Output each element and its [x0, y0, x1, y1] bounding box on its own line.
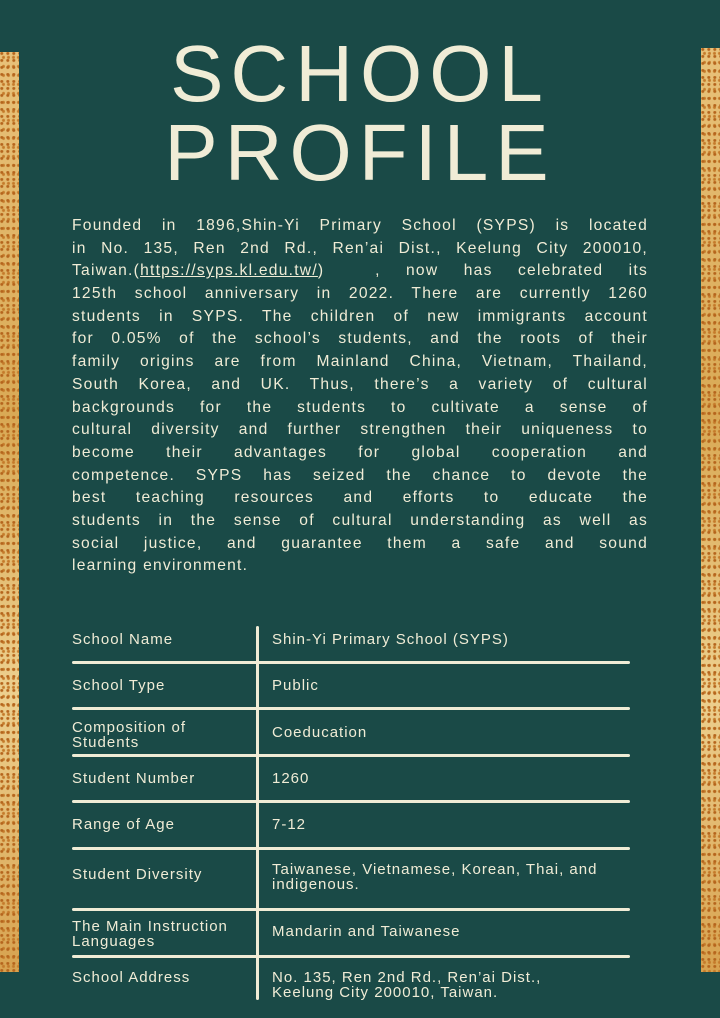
row-label: Student Diversity — [72, 866, 203, 883]
title-line-1: SCHOOL — [170, 29, 550, 118]
row-label: Range of Age — [72, 816, 175, 833]
row-value: Shin-Yi Primary School (SYPS) — [272, 631, 509, 648]
row-value: Public — [272, 677, 319, 694]
row-value: 1260 — [272, 770, 310, 787]
intro-line: 125th school anniversary in 2022. There are currently 1260 — [72, 285, 648, 303]
table-row-divider — [72, 908, 630, 911]
intro-text: ) , now has celebrated its — [317, 262, 648, 280]
intro-line: social justice, and guarantee them a safe and sound — [72, 534, 648, 552]
table-row-divider — [72, 754, 630, 757]
table-row-divider — [72, 661, 630, 664]
intro-line — [72, 260, 648, 283]
title-line-2: PROFILE — [164, 108, 556, 197]
intro-line: for 0.05% of the school’s students, and the roots of their — [72, 330, 648, 348]
row-label: The Main Instruction Languages — [72, 918, 228, 950]
intro-line: family origins are from Mainland China, Vietnam, Thailand, — [72, 353, 648, 371]
intro-line: best teaching resources and efforts to educate the — [72, 489, 648, 507]
intro-line: in No. 135, Ren 2nd Rd., Ren’ai Dist., Keelung City 200010, — [72, 239, 648, 257]
school-website-link[interactable]: https://syps.kl.edu.tw/ — [140, 262, 318, 280]
intro-line: backgrounds for the students to cultivate a sense of — [72, 398, 648, 416]
table-row-divider — [72, 955, 630, 958]
intro-line: Founded in 1896,Shin-Yi Primary School (SYPS) is located — [72, 217, 648, 234]
row-label: Student Number — [72, 770, 196, 787]
table-row-divider — [72, 847, 630, 850]
intro-paragraph — [72, 215, 648, 578]
intro-line: students in SYPS. The children of new immigrants account — [72, 307, 648, 325]
row-label: School Type — [72, 677, 166, 694]
intro-line: South Korea, and UK. Thus, there’s a variety of cultural — [72, 375, 648, 393]
row-value: Mandarin and Taiwanese — [272, 923, 461, 940]
row-value: Taiwanese, Vietnamese, Korean, Thai, and indigenous. — [272, 861, 598, 893]
row-label: Composition of Students — [72, 719, 187, 751]
row-value: Coeducation — [272, 724, 368, 741]
table-row-divider — [72, 800, 630, 803]
intro-line: become their advantages for global cooperation and — [72, 443, 648, 461]
intro-text: Taiwan.( — [72, 262, 141, 280]
intro-line: learning environment. — [72, 557, 249, 575]
intro-line: cultural diversity and further strengthen their uniqueness to — [72, 421, 648, 439]
row-value: 7-12 — [272, 816, 307, 833]
intro-line: students in the sense of cultural understanding as well as — [72, 511, 648, 529]
intro-line: competence. SYPS has seized the chance to devote the — [72, 466, 648, 484]
table-row-divider — [72, 707, 630, 710]
row-label: School Address — [72, 969, 191, 986]
row-value: No. 135, Ren 2nd Rd., Ren’ai Dist., Keelung City 200010, Taiwan. — [272, 969, 542, 1001]
row-label: School Name — [72, 631, 174, 648]
